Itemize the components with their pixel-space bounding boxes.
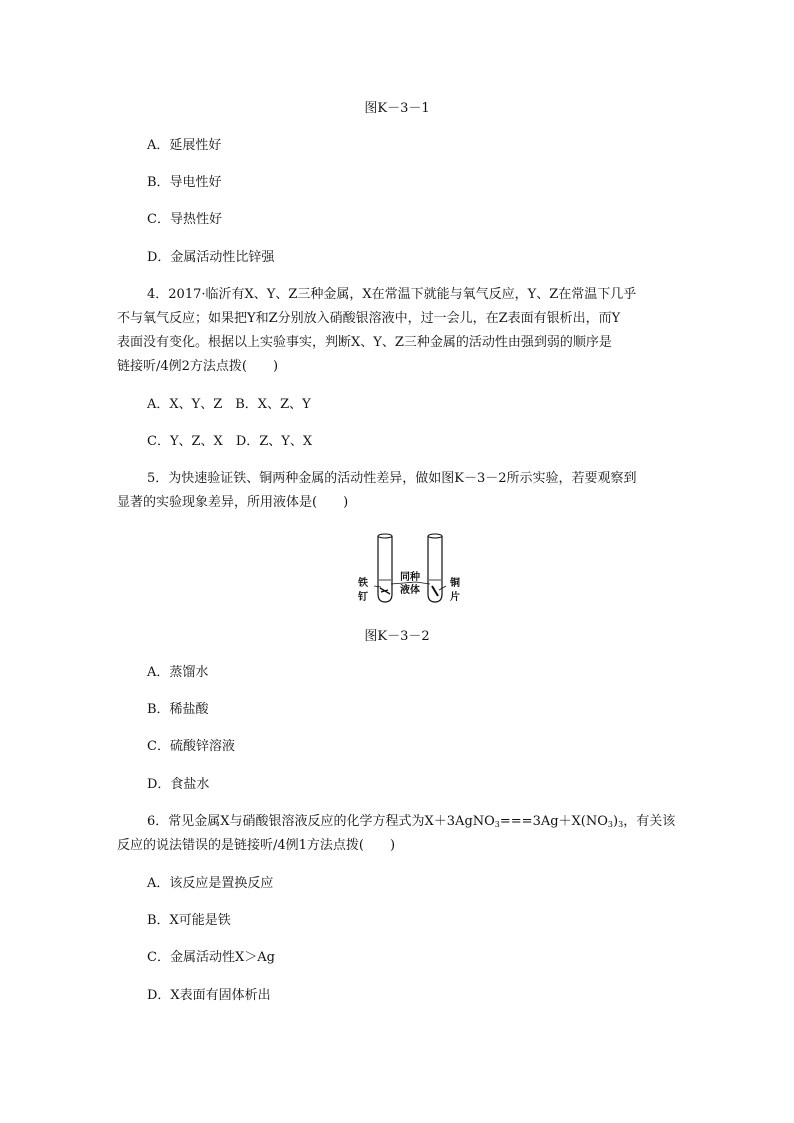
q3-option-c: C．导热性好 xyxy=(147,212,222,227)
same-liquid-label-2: 液体 xyxy=(400,585,420,596)
test-tube-figure xyxy=(350,530,480,610)
q6-option-c: C．金属活动性X＞Ag xyxy=(147,950,275,965)
q6-option-b: B．X可能是铁 xyxy=(147,913,231,928)
q6-subscript-3: 3 xyxy=(618,820,624,829)
q6-equation-part-4: ，有关该 xyxy=(623,814,676,829)
q6-subscript-1: 3 xyxy=(494,820,500,829)
q5-text-line-2: 显著的实验现象差异，所用液体是( ) xyxy=(117,495,349,510)
q6-text-line-1 xyxy=(147,813,675,834)
q4-text-line-1: 4．2017·临沂有X、Y、Z三种金属，X在常温下就能与氧气反应，Y、Z在常温下几乎 xyxy=(147,287,637,302)
left-test-tube xyxy=(378,536,392,602)
iron-nail-label-2: 钉 xyxy=(358,592,368,603)
q5-option-b: B．稀盐酸 xyxy=(147,702,209,717)
q6-equation-part-3: ) xyxy=(613,814,619,829)
q4-text-line-3: 表面没有变化。根据以上实验事实，判断X、Y、Z三种金属的活动性由强到弱的顺序是 xyxy=(117,335,612,350)
copper-sheet-label-2: 片 xyxy=(450,592,460,603)
q6-option-a: A．该反应是置换反应 xyxy=(147,876,274,891)
q3-option-a: A．延展性好 xyxy=(147,138,222,153)
iron-nail-shape xyxy=(380,588,390,594)
q5-text-line-1: 5．为快速验证铁、铜两种金属的活动性差异，做如图K－3－2所示实验，若要观察到 xyxy=(147,471,637,486)
q3-option-d: D．金属活动性比锌强 xyxy=(147,250,275,265)
q6-subscript-2: 3 xyxy=(607,820,614,829)
q6-equation-part-1: 6．常见金属X与硝酸银溶液反应的化学方程式为X＋3AgNO xyxy=(147,814,495,829)
q6-equation-part-2: ===3Ag＋X(NO xyxy=(499,814,608,829)
copper-sheet-shape xyxy=(432,586,438,596)
figure-caption-k-3-2: 图K－3－2 xyxy=(364,629,430,644)
q6-option-d: D．X表面有固体析出 xyxy=(147,988,271,1003)
q4-text-line-4: 链接听/4例2方法点拨( ) xyxy=(117,359,279,374)
q5-option-c: C．硫酸锌溶液 xyxy=(147,739,235,754)
q4-text-line-2: 不与氧气反应；如果把Y和Z分别放入硝酸银溶液中，过一会儿，在Z表面有银析出，而Y xyxy=(117,311,621,326)
iron-nail-label-1: 铁 xyxy=(358,578,368,589)
q5-option-d: D．食盐水 xyxy=(147,777,210,792)
q3-option-b: B．导电性好 xyxy=(147,175,222,190)
q6-text-line-2: 反应的说法错误的是链接听/4例1方法点拨( ) xyxy=(117,838,396,853)
q5-option-a: A．蒸馏水 xyxy=(147,665,209,680)
figure-caption-k-3-1: 图K－3－1 xyxy=(364,101,430,116)
same-liquid-label-1: 同种 xyxy=(400,572,420,583)
copper-sheet-label-1: 铜 xyxy=(450,578,460,589)
q4-options-ab: A．X、Y、Z B．X、Z、Y xyxy=(147,397,311,412)
q4-options-cd: C．Y、Z、X D．Z、Y、X xyxy=(147,434,313,449)
